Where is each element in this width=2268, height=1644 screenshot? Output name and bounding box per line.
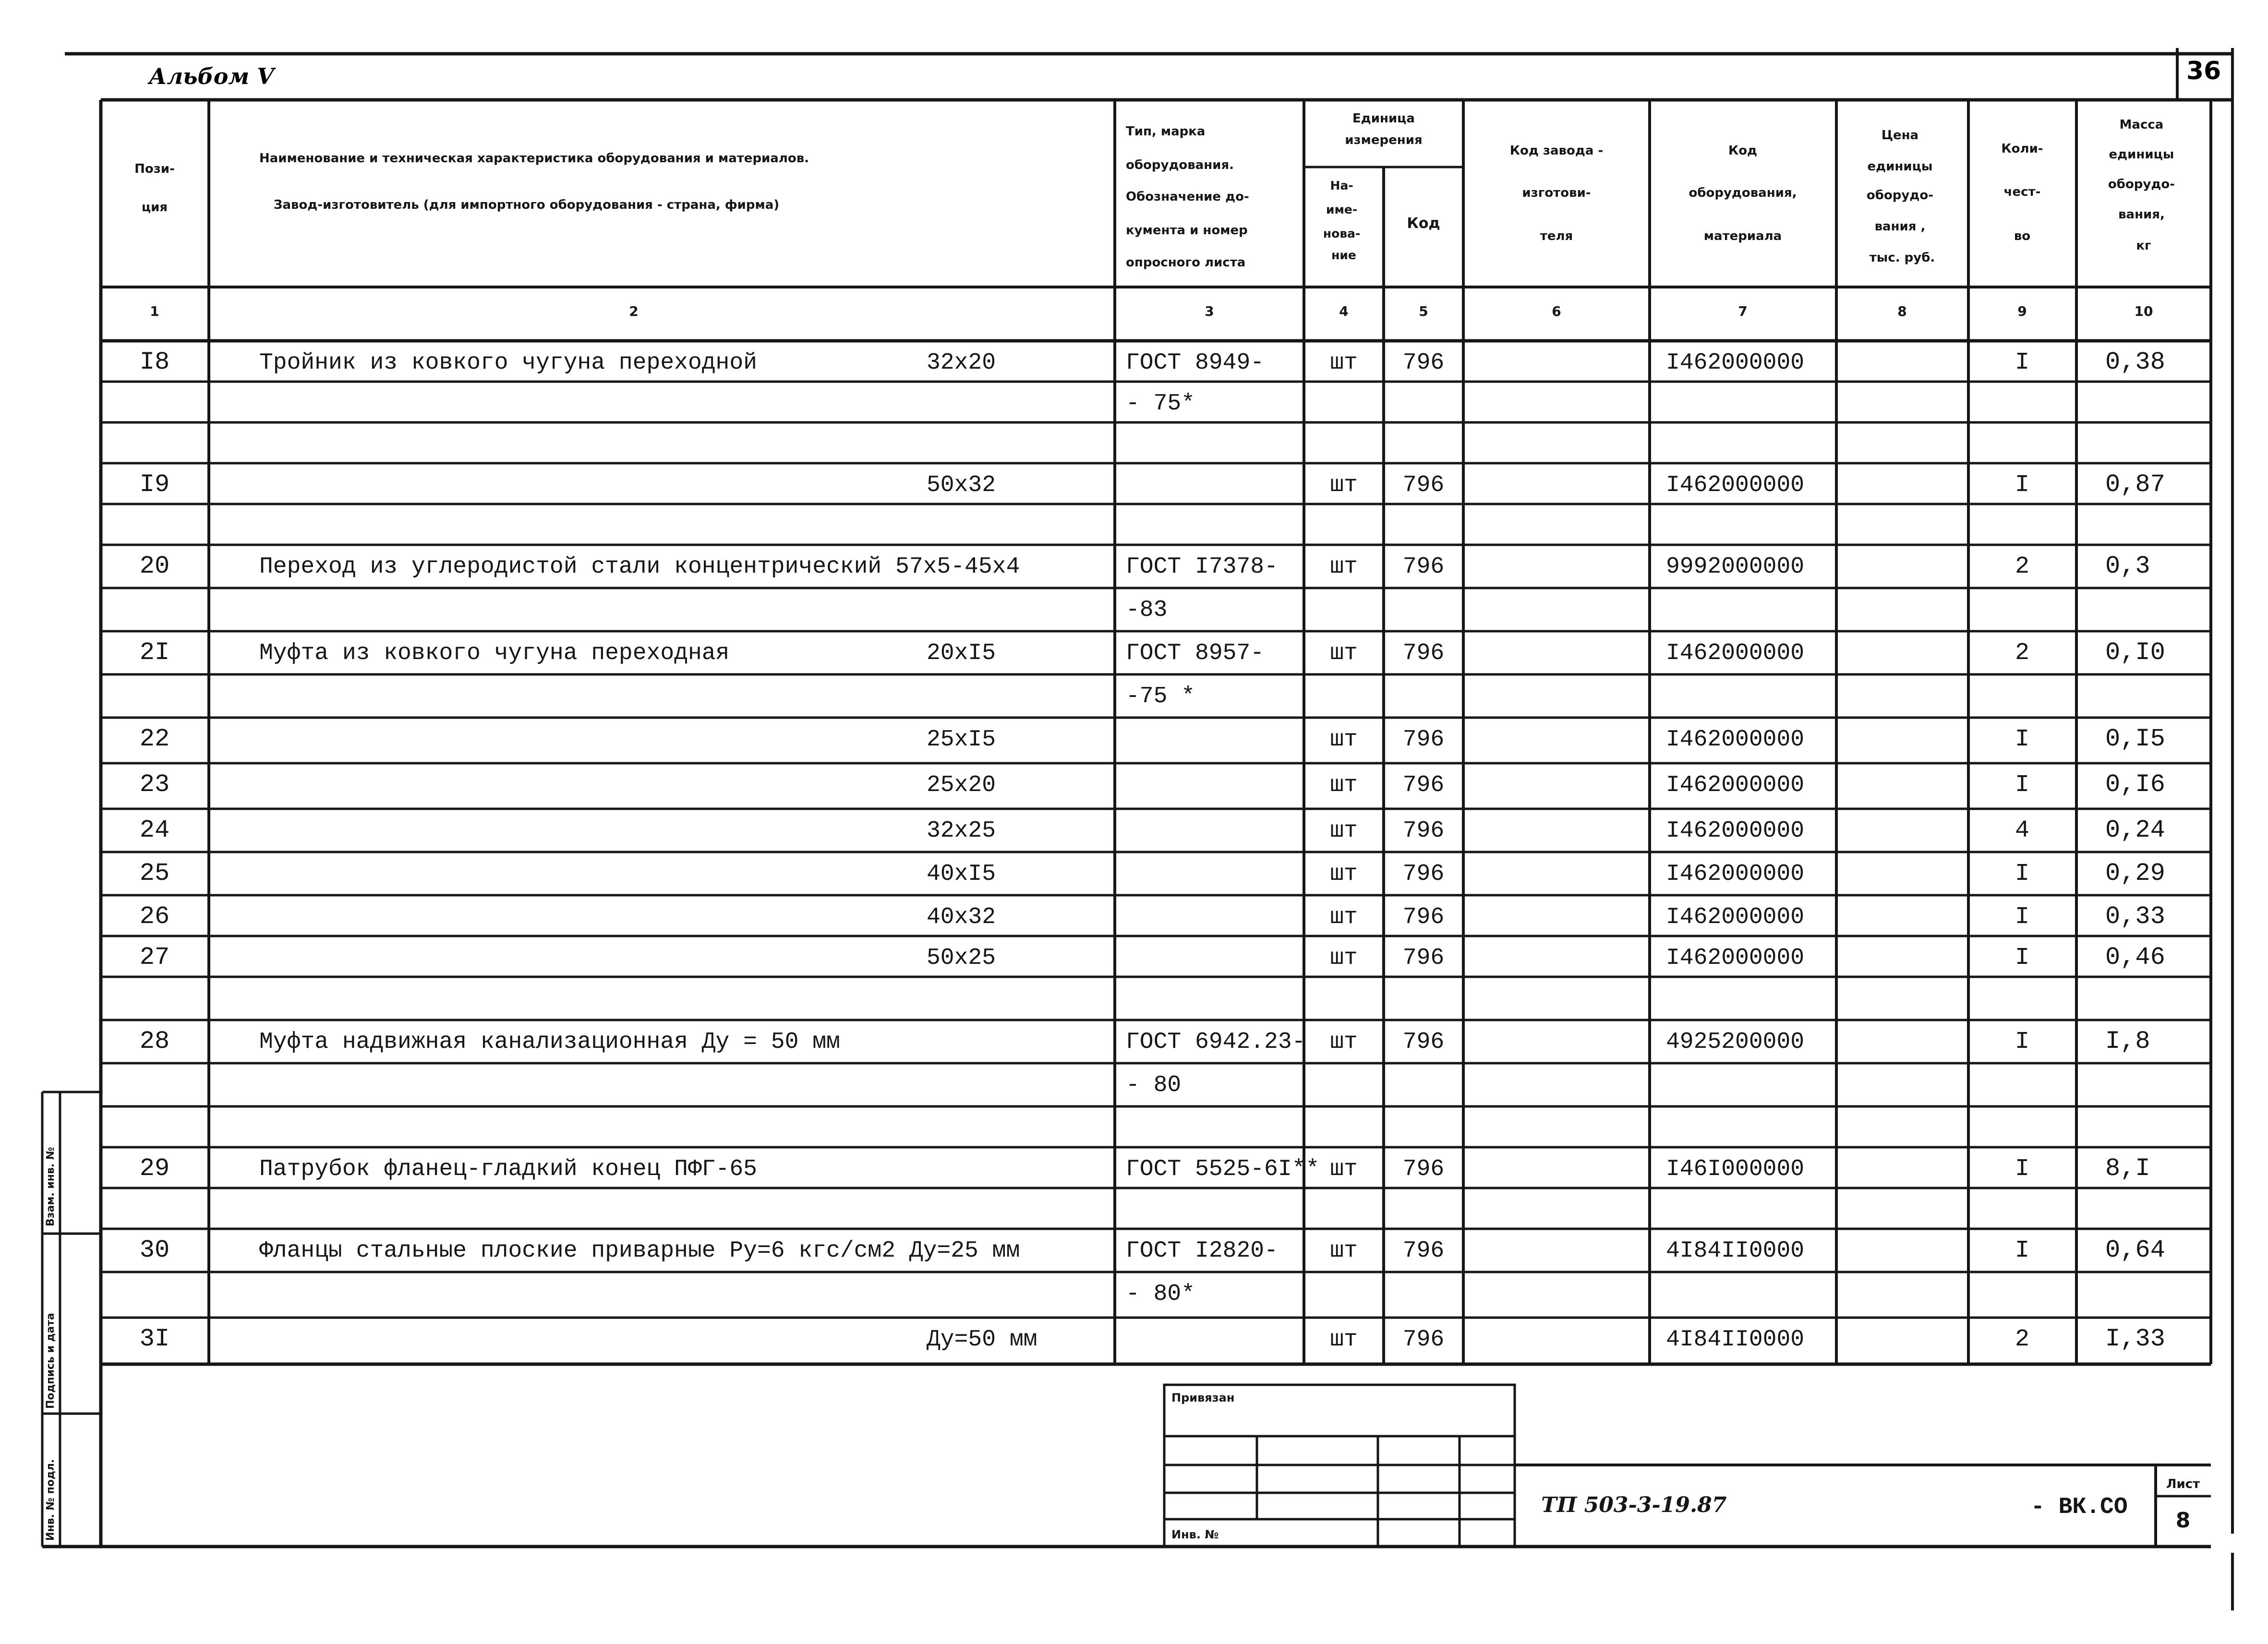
cell-quantity: I xyxy=(2015,1028,2030,1056)
cell-material-code: 9992000000 xyxy=(1666,554,1805,580)
cell-document: - 75* xyxy=(1126,391,1195,417)
cell-material-code: I462000000 xyxy=(1666,818,1805,844)
cell-mass: I,33 xyxy=(2105,1325,2165,1353)
col-number: 1 xyxy=(150,303,159,319)
cell-quantity: 2 xyxy=(2015,553,2030,580)
table-row xyxy=(1126,684,1195,709)
cell-size: 25xI5 xyxy=(927,727,996,753)
document-mark: - ВК.СО xyxy=(2031,1494,2128,1520)
cell-unit-name: шт xyxy=(1330,945,1358,971)
cell-position: 2I xyxy=(139,638,170,667)
cell-unit-code: 796 xyxy=(1402,727,1445,753)
cell-mass: 0,38 xyxy=(2105,348,2165,376)
cell-position: 30 xyxy=(139,1236,170,1264)
inv-label: Инв. № xyxy=(1171,1528,1219,1541)
cell-mass: 0,29 xyxy=(2105,859,2165,888)
cell-size: 20xI5 xyxy=(927,640,996,666)
page-header xyxy=(65,48,2232,1534)
album-title: Альбом Ⅴ xyxy=(149,63,274,89)
cell-unit-name: шт xyxy=(1330,1156,1358,1182)
table-row xyxy=(140,725,2165,753)
cell-unit-name: шт xyxy=(1330,861,1358,887)
cell-unit-name: шт xyxy=(1330,727,1358,753)
cell-size: 32x25 xyxy=(927,818,996,844)
cell-position: 22 xyxy=(139,725,170,753)
header-mass: Масса единицы оборудо- вания, кг xyxy=(2108,118,2175,253)
cell-mass: I,8 xyxy=(2105,1027,2150,1056)
cell-quantity: I xyxy=(2015,1155,2030,1183)
table-row xyxy=(140,770,2165,799)
cell-document: ГОСТ 6942.23- xyxy=(1126,1029,1306,1055)
sheet-label: Лист xyxy=(2166,1477,2200,1491)
cell-name: Муфта надвижная канализационная Ду = 50 мм xyxy=(259,1029,840,1055)
cell-quantity: I xyxy=(2015,903,2030,931)
cell-document: ГОСТ 8949- xyxy=(1126,350,1265,376)
table-row xyxy=(140,1236,2165,1264)
table-row xyxy=(140,859,2165,888)
cell-document: -83 xyxy=(1126,597,1168,623)
cell-position: 20 xyxy=(139,552,170,580)
table-row xyxy=(140,552,2150,580)
cell-size: 40xI5 xyxy=(927,861,996,887)
cell-size: 50x32 xyxy=(927,472,996,498)
cell-unit-code: 796 xyxy=(1402,350,1445,376)
cell-mass: 0,87 xyxy=(2105,470,2165,499)
cell-material-code: I46I000000 xyxy=(1666,1156,1805,1182)
cell-position: 29 xyxy=(139,1154,170,1183)
cell-material-code: 4I84II0000 xyxy=(1666,1238,1805,1264)
title-block xyxy=(1164,1385,2211,1547)
cell-quantity: I xyxy=(2015,771,2030,799)
cell-unit-name: шт xyxy=(1330,1327,1358,1353)
cell-name: Тройник из ковкого чугуна переходной xyxy=(259,350,757,376)
cell-unit-code: 796 xyxy=(1402,861,1445,887)
cell-unit-code: 796 xyxy=(1402,945,1445,971)
cell-quantity: I xyxy=(2015,1237,2030,1264)
stamp-vzam-inv: Взам. инв. № xyxy=(45,1147,57,1226)
cell-position: 28 xyxy=(139,1027,170,1056)
cell-position: I8 xyxy=(139,348,170,376)
cell-size: 32x20 xyxy=(927,350,996,376)
header-factory-code: Код завода -изготови-теля xyxy=(1509,144,1604,243)
col-number: 2 xyxy=(629,303,639,319)
col-number: 3 xyxy=(1205,303,1214,319)
cell-unit-name: шт xyxy=(1330,1238,1358,1264)
page-number: 36 xyxy=(2186,57,2221,85)
table-row xyxy=(1126,1281,1195,1307)
cell-unit-code: 796 xyxy=(1402,904,1445,930)
cell-unit-name: шт xyxy=(1330,772,1358,798)
cell-name: Переход из углеродистой стали концентрический 57x5-45x4 xyxy=(259,554,1020,580)
cell-unit-name: шт xyxy=(1330,554,1358,580)
table-row xyxy=(140,943,2165,972)
cell-material-code: I462000000 xyxy=(1666,640,1805,666)
column-number-row xyxy=(150,303,2153,319)
table-row xyxy=(140,902,2165,931)
cell-size: 40x32 xyxy=(927,904,996,930)
cell-name: Фланцы стальные плоские приварные Ру=6 кгс/см2 Ду=25 мм xyxy=(259,1238,1020,1264)
cell-unit-code: 796 xyxy=(1402,1238,1445,1264)
cell-mass: 0,64 xyxy=(2105,1236,2165,1264)
cell-position: 24 xyxy=(139,816,170,844)
col-number: 10 xyxy=(2134,303,2153,319)
cell-unit-name: шт xyxy=(1330,818,1358,844)
table-row xyxy=(1126,597,1167,623)
cell-unit-code: 796 xyxy=(1402,818,1445,844)
cell-mass: 8,I xyxy=(2105,1154,2150,1183)
cell-document: ГОСТ I2820- xyxy=(1126,1238,1278,1264)
cell-mass: 0,46 xyxy=(2105,943,2165,972)
cell-material-code: I462000000 xyxy=(1666,772,1805,798)
cell-document: - 80* xyxy=(1126,1281,1195,1307)
header-unit-group: Единица измерения xyxy=(1345,111,1423,147)
header-name-line-1: Наименование и техническая характеристика оборудования и материалов. xyxy=(259,151,809,166)
table-body xyxy=(140,348,2165,1353)
cell-material-code: I462000000 xyxy=(1666,727,1805,753)
table-row xyxy=(1126,1072,1181,1098)
header-doc: Тип, марка оборудования. Обозначение до- кумента и номер опросного листа xyxy=(1126,124,1249,270)
cell-unit-name: шт xyxy=(1330,904,1358,930)
cell-mass: 0,3 xyxy=(2105,552,2150,580)
cell-document: ГОСТ I7378- xyxy=(1126,554,1278,580)
cell-document: - 80 xyxy=(1126,1072,1182,1098)
cell-size: 50x25 xyxy=(927,945,996,971)
cell-unit-name: шт xyxy=(1330,640,1358,666)
sheet-number: 8 xyxy=(2175,1508,2191,1533)
header-pos: Пози-ция xyxy=(134,162,175,215)
cell-quantity: 2 xyxy=(2015,639,2030,667)
cell-position: 26 xyxy=(139,902,170,931)
header-price: Цена единицы оборудо- вания , тыс. руб. xyxy=(1866,128,1935,265)
cell-material-code: I462000000 xyxy=(1666,904,1805,930)
header-material-code: Код оборудования, материала xyxy=(1689,144,1797,243)
table-row xyxy=(1126,391,1195,417)
table-row xyxy=(140,638,2165,667)
privyazan-label: Привязан xyxy=(1171,1391,1235,1404)
cell-mass: 0,I0 xyxy=(2105,638,2165,667)
cell-unit-name: шт xyxy=(1330,472,1358,498)
col-number: 4 xyxy=(1339,303,1349,319)
cell-position: 3I xyxy=(139,1325,170,1353)
cell-position: 27 xyxy=(139,943,170,972)
cell-unit-name: шт xyxy=(1330,350,1358,376)
cell-material-code: 4925200000 xyxy=(1666,1029,1805,1055)
table-row xyxy=(140,1154,2150,1183)
cell-quantity: I xyxy=(2015,860,2030,888)
header-unit-name: На- име- нова- ние xyxy=(1323,179,1361,262)
cell-quantity: 4 xyxy=(2015,817,2030,844)
table-row xyxy=(140,816,2165,844)
cell-material-code: 4I84II0000 xyxy=(1666,1327,1805,1353)
cell-position: 25 xyxy=(139,859,170,888)
cell-size: 25x20 xyxy=(927,772,996,798)
table-grid xyxy=(101,100,2232,1547)
cell-name: Муфта из ковкого чугуна переходная xyxy=(259,640,730,666)
cell-unit-name: шт xyxy=(1330,1029,1358,1055)
cell-name: Патрубок фланец-гладкий конец ПФГ-65 xyxy=(259,1156,757,1182)
cell-material-code: I462000000 xyxy=(1666,472,1805,498)
cell-material-code: I462000000 xyxy=(1666,861,1805,887)
cell-document: -75 * xyxy=(1126,684,1195,709)
cell-material-code: I462000000 xyxy=(1666,945,1805,971)
table-row xyxy=(140,1325,2165,1353)
cell-document: ГОСТ 8957- xyxy=(1126,640,1265,666)
cell-quantity: I xyxy=(2015,471,2030,499)
cell-mass: 0,24 xyxy=(2105,816,2165,844)
table-row xyxy=(140,470,2165,499)
cell-size: Ду=50 мм xyxy=(927,1327,1037,1353)
col-number: 8 xyxy=(1897,303,1907,319)
col-number: 5 xyxy=(1419,303,1428,319)
table-row xyxy=(140,348,2165,376)
cell-unit-code: 796 xyxy=(1402,772,1445,798)
document-code: ТП 503-3-19.87 xyxy=(1541,1493,1727,1517)
cell-mass: 0,I6 xyxy=(2105,770,2165,799)
table-row xyxy=(140,1027,2150,1056)
cell-mass: 0,I5 xyxy=(2105,725,2165,753)
column-headers xyxy=(134,111,2179,270)
cell-unit-code: 796 xyxy=(1402,1327,1445,1353)
cell-quantity: I xyxy=(2015,944,2030,972)
header-quantity: Коли-чест-во xyxy=(2001,142,2043,243)
stamp-inv-podl: Инв. № подл. xyxy=(45,1459,57,1541)
cell-unit-code: 796 xyxy=(1402,472,1445,498)
header-unit-code: Код xyxy=(1407,215,1440,232)
cell-unit-code: 796 xyxy=(1402,554,1445,580)
header-name-line-2: Завод-изготовитель (для импортного оборудования - страна, фирма) xyxy=(274,198,780,212)
col-number: 7 xyxy=(1738,303,1748,319)
cell-mass: 0,33 xyxy=(2105,902,2165,931)
stamp-signature-date: Подпись и дата xyxy=(45,1313,57,1409)
cell-quantity: I xyxy=(2015,726,2030,753)
cell-unit-code: 796 xyxy=(1402,1029,1445,1055)
cell-quantity: I xyxy=(2015,349,2030,376)
cell-document: ГОСТ 5525-6I** xyxy=(1126,1156,1320,1182)
cell-position: I9 xyxy=(139,470,170,499)
col-number: 6 xyxy=(1552,303,1561,319)
cell-unit-code: 796 xyxy=(1402,1156,1445,1182)
cell-quantity: 2 xyxy=(2015,1326,2030,1353)
cell-unit-code: 796 xyxy=(1402,640,1445,666)
cell-material-code: I462000000 xyxy=(1666,350,1805,376)
col-number: 9 xyxy=(2017,303,2027,319)
cell-position: 23 xyxy=(139,770,170,799)
